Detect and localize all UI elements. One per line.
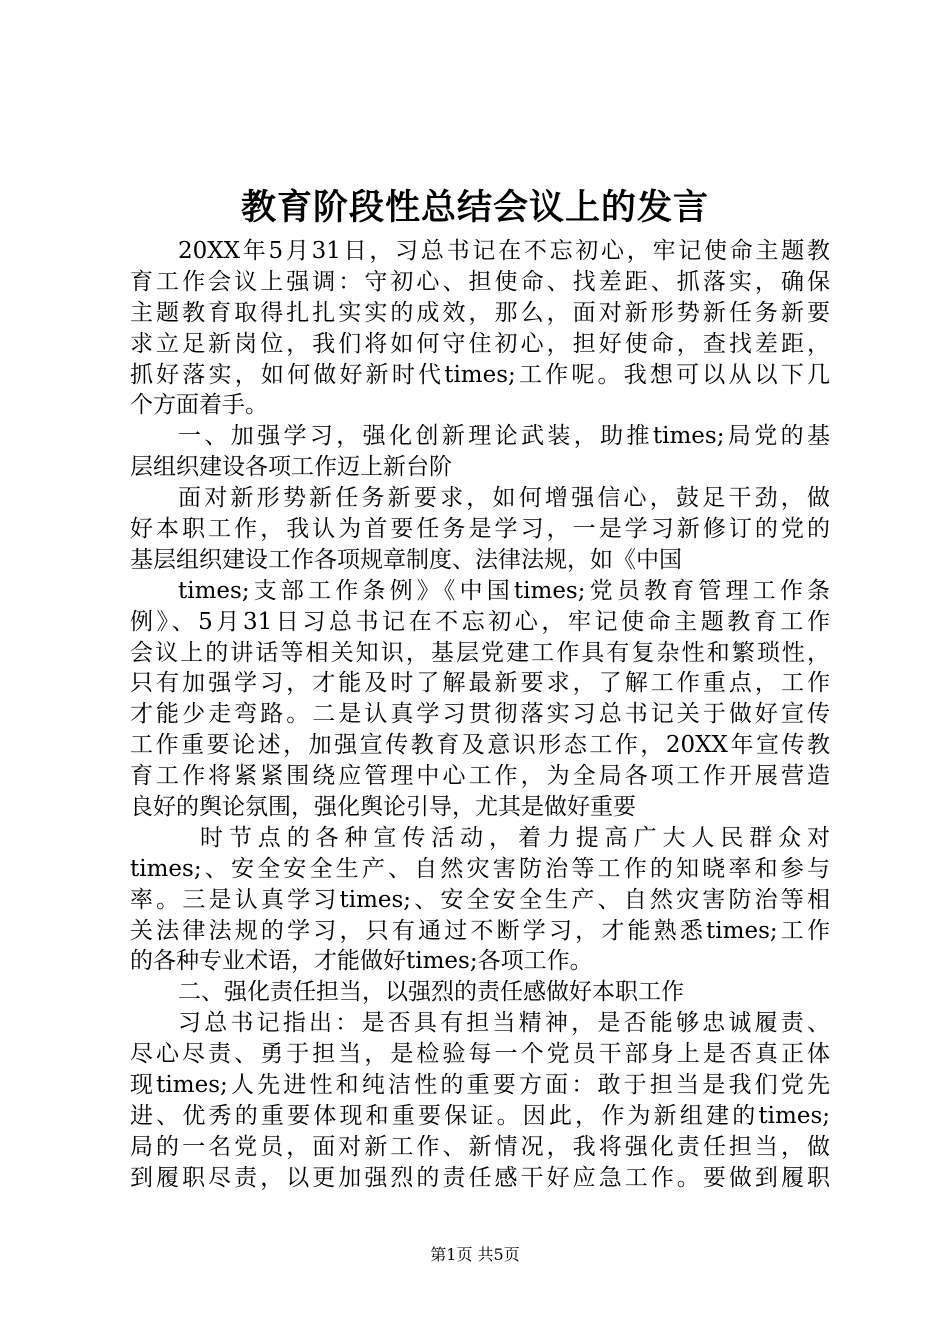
- document-title: 教育阶段性总结会议上的发言: [240, 188, 709, 228]
- text-line: 关法律法规的学习，只有通过不断学习，才能熟悉times;工作: [130, 917, 830, 944]
- text-line: 面对新形势新任务新要求，如何增强信心，鼓足干劲，做: [178, 485, 830, 512]
- text-line: 工作重要论述，加强宣传教育及意识形态工作，20XX年宣传教: [130, 732, 830, 759]
- text-line: 尽心尽责、勇于担当，是检验每一个党员干部身上是否真正体: [130, 1041, 830, 1068]
- text-line: 现times;人先进性和纯洁性的重要方面：敢于担当是我们党先: [130, 1072, 830, 1099]
- text-line: 只有加强学习，才能及时了解最新要求，了解工作重点，工作: [130, 670, 830, 697]
- text-line: 二、强化责任担当，以强烈的责任感做好本职工作: [178, 979, 684, 1006]
- text-line: 局的一名党员，面对新工作、新情况，我将强化责任担当，做: [130, 1133, 830, 1160]
- text-line: 习总书记指出：是否具有担当精神，是否能够忠诚履责、: [178, 1010, 830, 1037]
- text-line: 时节点的各种宣传活动，着力提高广大人民群众对: [200, 824, 830, 851]
- text-line: 20XX年5月31日，习总书记在不忘初心，牢记使命主题教: [178, 238, 830, 264]
- text-line: 才能少走弯路。二是认真学习贯彻落实习总书记关于做好宣传: [130, 701, 830, 728]
- text-line: 好本职工作，我认为首要任务是学习，一是学习新修订的党的: [130, 516, 830, 543]
- text-line: 个方面着手。: [130, 392, 268, 419]
- text-line: 育工作会议上强调：守初心、担使命、找差距、抓落实，确保: [130, 268, 830, 295]
- text-line: 抓好落实，如何做好新时代times;工作呢。我想可以从以下几: [130, 361, 830, 388]
- text-line: 率。三是认真学习times;、安全安全生产、自然灾害防治等相: [130, 886, 830, 913]
- text-line: times;、安全安全生产、自然灾害防治等工作的知晓率和参与: [130, 855, 830, 882]
- text-line: 良好的舆论氛围，强化舆论引导，尤其是做好重要: [130, 794, 636, 821]
- text-line: 到履职尽责，以更加强烈的责任感干好应急工作。要做到履职: [130, 1164, 830, 1191]
- text-line: times;支部工作条例》《中国times;党员教育管理工作条: [178, 577, 830, 604]
- text-line: 会议上的讲话等相关知识，基层党建工作具有复杂性和繁琐性，: [130, 639, 830, 666]
- text-line: 育工作将紧紧围绕应管理中心工作，为全局各项工作开展营造: [130, 763, 830, 790]
- document-body: [130, 236, 830, 1194]
- text-line: 一、加强学习，强化创新理论武装，助推times;局党的基: [178, 423, 830, 450]
- text-line: 进、优秀的重要体现和重要保证。因此，作为新组建的times;: [130, 1102, 830, 1129]
- text-line: 基层组织建设工作各项规章制度、法律法规，如《中国: [130, 546, 682, 573]
- text-line: 的各种专业术语，才能做好times;各项工作。: [130, 948, 593, 975]
- text-line: 层组织建设各项工作迈上新台阶: [130, 454, 452, 481]
- text-line: 求立足新岗位，我们将如何守住初心，担好使命，查找差距，: [130, 330, 830, 357]
- page-footer: 第1页 共5页: [430, 1245, 520, 1264]
- text-line: 主题教育取得扎扎实实的成效，那么，面对新形势新任务新要: [130, 299, 830, 326]
- text-line: 例》、5月31日习总书记在不忘初心，牢记使命主题教育工作: [130, 608, 830, 635]
